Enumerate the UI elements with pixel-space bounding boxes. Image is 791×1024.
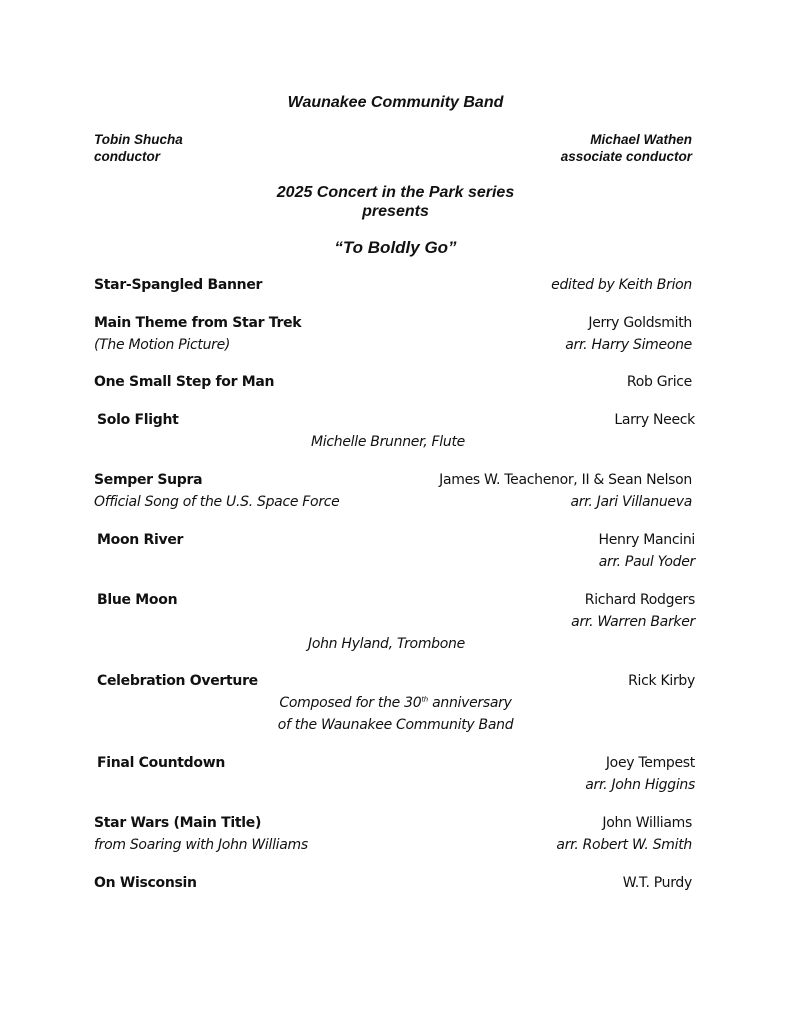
piece-soloist: Michelle Brunner, Flute	[311, 434, 465, 450]
series-heading	[0, 183, 791, 221]
piece-title: Solo Flight	[97, 412, 179, 428]
piece-subtitle: (The Motion Picture)	[94, 337, 231, 353]
associate-conductor-name: Michael Wathen	[590, 132, 692, 147]
concert-title: “To Boldly Go”	[334, 238, 457, 257]
piece-composer: Richard Rodgers	[584, 592, 695, 608]
piece-composer: Joey Tempest	[605, 755, 695, 771]
piece-soloist: John Hyland, Trombone	[308, 636, 465, 652]
piece-title: Moon River	[97, 532, 184, 548]
note-superscript: th	[421, 695, 428, 704]
piece-title: Star Wars (Main Title)	[94, 815, 262, 831]
piece-title: Celebration Overture	[97, 673, 258, 689]
piece-arranger: arr. John Higgins	[585, 777, 695, 793]
associate-conductor-role: associate conductor	[560, 149, 692, 164]
piece-composer: Jerry Goldsmith	[588, 315, 692, 331]
piece-arranger: arr. Jari Villanueva	[570, 494, 692, 510]
piece-credit: edited by Keith Brion	[551, 277, 692, 293]
piece-arranger: arr. Harry Simeone	[565, 337, 692, 353]
piece-subtitle: Official Song of the U.S. Space Force	[94, 494, 340, 510]
piece-title: Star-Spangled Banner	[94, 277, 263, 293]
piece-composer: Henry Mancini	[598, 532, 695, 548]
associate-conductor-block	[561, 131, 692, 165]
piece-title: One Small Step for Man	[94, 374, 275, 390]
piece-composer: James W. Teachenor, II & Sean Nelson	[439, 472, 692, 488]
series-line: 2025 Concert in the Park series	[276, 184, 515, 201]
conductor-role: conductor	[94, 149, 160, 164]
piece-composer: John Williams	[602, 815, 692, 831]
conductor-block	[94, 131, 183, 165]
piece-subtitle: from Soaring with John Williams	[94, 837, 308, 853]
piece-arranger: arr. Paul Yoder	[598, 554, 695, 570]
piece-composer: W.T. Purdy	[622, 875, 692, 891]
note-text: Composed for the 30	[279, 695, 422, 711]
piece-arranger: arr. Warren Barker	[571, 614, 695, 630]
piece-note: of the Waunakee Community Band	[277, 717, 514, 733]
piece-composer: Rick Kirby	[628, 673, 695, 689]
piece-title: Main Theme from Star Trek	[94, 315, 302, 331]
piece-arranger: arr. Robert W. Smith	[556, 837, 692, 853]
conductor-name: Tobin Shucha	[94, 132, 183, 147]
piece-title: Semper Supra	[94, 472, 203, 488]
piece-title: Final Countdown	[97, 755, 226, 771]
piece-title: On Wisconsin	[94, 875, 197, 891]
piece-note	[0, 695, 791, 711]
piece-composer: Larry Neeck	[614, 412, 695, 428]
note-text: anniversary	[427, 695, 512, 711]
piece-composer: Rob Grice	[626, 374, 692, 390]
band-name: Waunakee Community Band	[287, 94, 504, 111]
piece-title: Blue Moon	[97, 592, 178, 608]
presents-line: presents	[362, 203, 429, 220]
